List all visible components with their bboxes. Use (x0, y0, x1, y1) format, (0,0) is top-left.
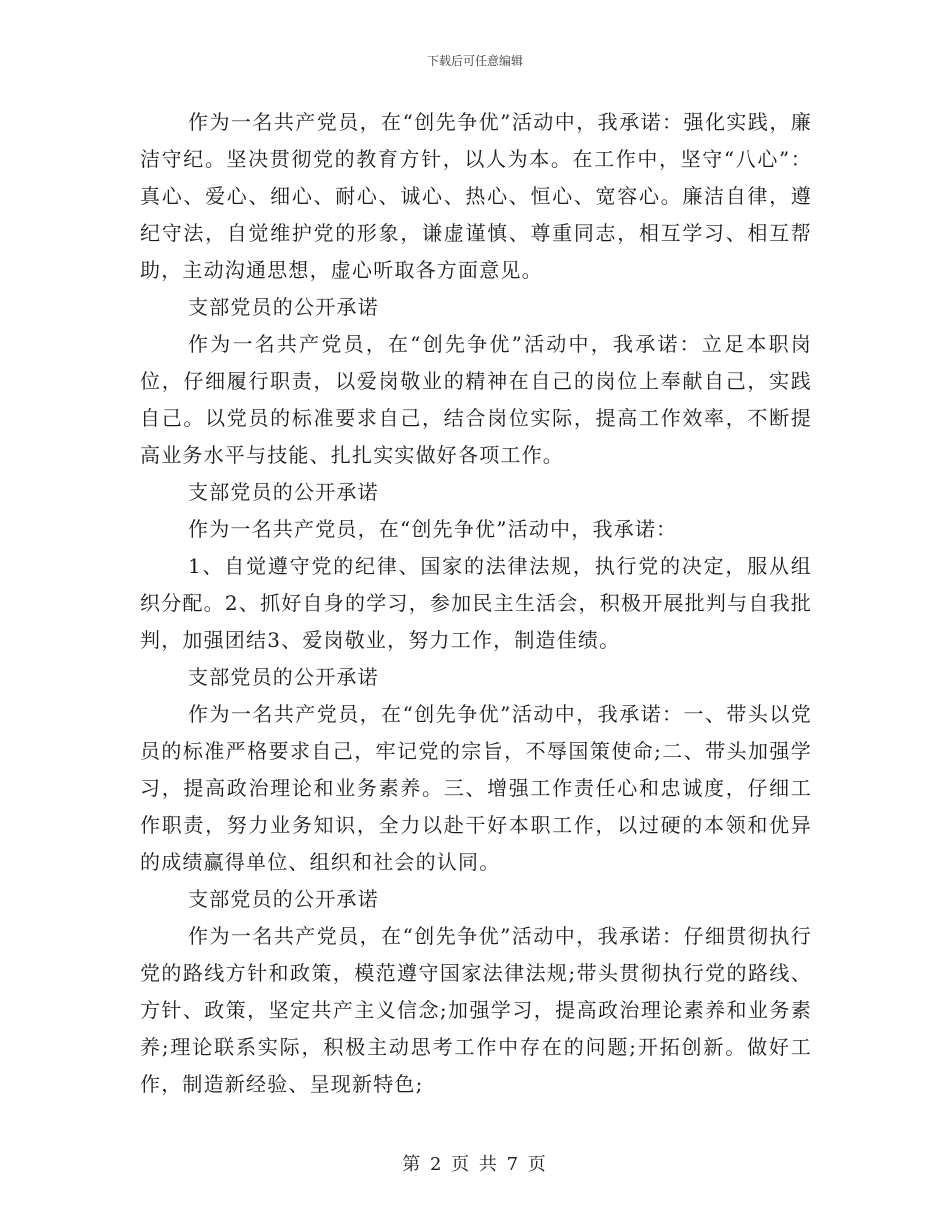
paragraph: 1、自觉遵守党的纪律、国家的法律法规，执行党的决定，服从组织分配。2、抓好自身的学习，参加民主生活会，积极开展批判与自我批判，加强团结3、爱岗敬业，努力工作，制造佳绩。 (140, 554, 812, 652)
paragraph: 作为一名共产党员，在“创先争优”活动中，我承诺：一、带头以党员的标准严格要求自己，牢记党的宗旨，不辱国策使命;二、带头加强学习，提高政治理论和业务素养。三、增强工作责任心和忠诚度，仔细工作职责，努力业务知识，全力以赴干好本职工作，以过硬的本领和优异的成绩赢得单位、组织和社会的认同。 (140, 702, 812, 874)
paragraph: 作为一名共产党员，在“创先争优”活动中，我承诺：强化实践，廉洁守纪。坚决贯彻党的教育方针，以人为本。在工作中，坚守“八心”：真心、爱心、细心、耐心、诚心、热心、恒心、宽容心。廉洁自律，遵纪守法，自觉维护党的形象，谦虚谨慎、尊重同志，相互学习、相互帮助，主动沟通思想，虚心听取各方面意见。 (140, 110, 812, 282)
document-body (140, 104, 812, 1103)
page-header-note: 下载后可任意编辑 (426, 54, 523, 68)
section-heading: 支部党员的公开承诺 (188, 295, 379, 319)
paragraph: 作为一名共产党员，在“创先争优”活动中，我承诺：仔细贯彻执行党的路线方针和政策，模范遵守国家法律法规;带头贯彻执行党的路线、方针、政策，坚定共产主义信念;加强学习，提高政治理论素养和业务素养;理论联系实际，积极主动思考工作中存在的问题;开拓创新。做好工作，制造新经验、呈现新特色; (140, 924, 812, 1096)
section-heading: 支部党员的公开承诺 (188, 480, 379, 504)
page-number: 第 2 页 共 7 页 (402, 1154, 548, 1175)
paragraph: 作为一名共产党员，在“创先争优”活动中，我承诺： (188, 517, 678, 541)
section-heading: 支部党员的公开承诺 (188, 887, 379, 911)
paragraph: 作为一名共产党员，在“创先争优”活动中，我承诺：立足本职岗位，仔细履行职责，以爱岗敬业的精神在自己的岗位上奉献自己，实践自己。以党员的标准要求自己，结合岗位实际，提高工作效率，不断提高业务水平与技能、扎扎实实做好各项工作。 (140, 332, 812, 467)
section-heading: 支部党员的公开承诺 (188, 665, 379, 689)
